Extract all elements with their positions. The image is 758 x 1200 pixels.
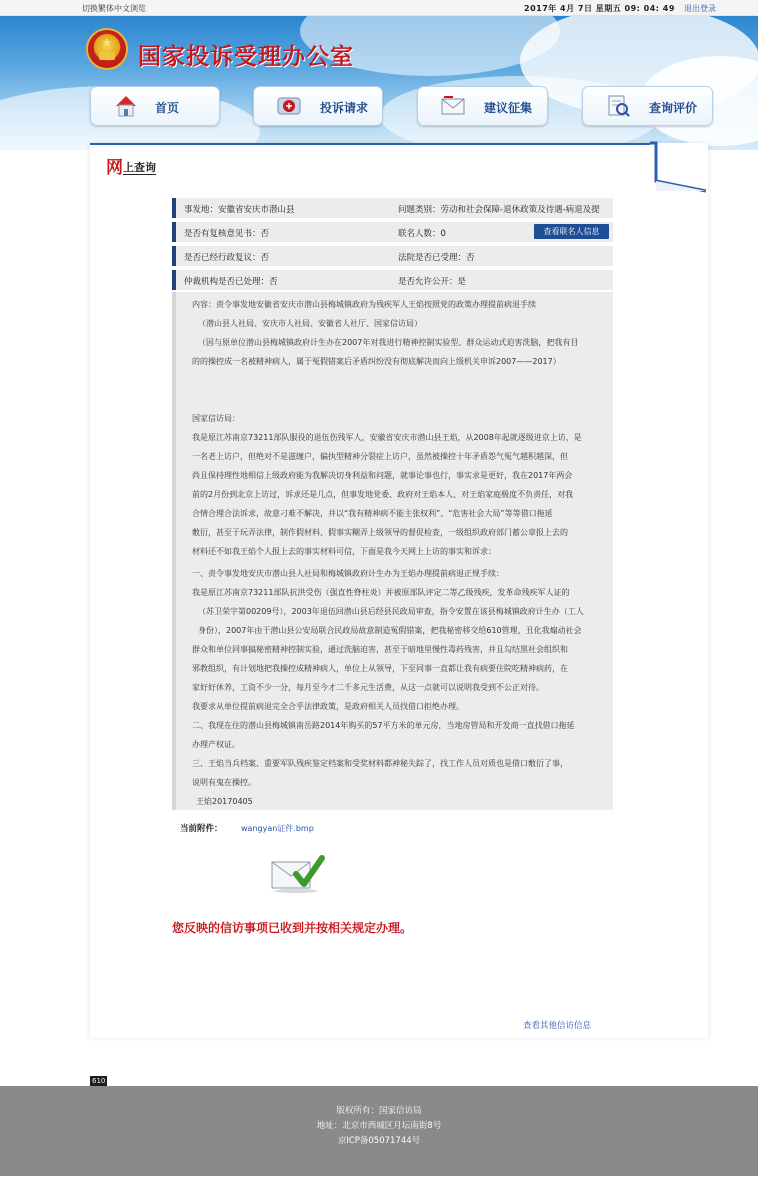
content-line: 的的操控成一名被精神病人，属于冤假错案后矛盾纠纷没有彻底解决而向上级机关申诉2007——2017） bbox=[192, 357, 561, 366]
category-field: 问题类别：劳动和社会保障-退休政策及待遇-病退及提 bbox=[398, 205, 600, 215]
place-field: 事发地：安徽省安庆市潜山县 bbox=[184, 205, 295, 215]
content-line: 我是原江苏南京73211部队服役的退伍伤残军人，安徽省安庆市潜山县王焰，从2008年起就逐级进京上访，是 bbox=[192, 433, 582, 442]
section-title-text: 上查询 bbox=[123, 161, 156, 174]
mail-icon bbox=[440, 93, 466, 119]
content-line: 家好好休养，工资不少一分，每月至今才二千多元生活费，从这一点就可以说明我受到不公正对待。 bbox=[192, 683, 544, 692]
nav-complaint[interactable] bbox=[253, 86, 383, 126]
nav-complaint-label: 投诉请求 bbox=[320, 101, 369, 115]
content-line: （潜山县人社局、安庆市人社局、安徽省人社厅、国家信访局） bbox=[198, 319, 422, 328]
nav-query[interactable] bbox=[582, 86, 713, 126]
card-header-bar bbox=[90, 143, 650, 189]
info-row-admin-review bbox=[172, 246, 613, 266]
nav-suggestion-label: 建议征集 bbox=[484, 101, 533, 115]
footer-copyright: 版权所有：国家信访局 bbox=[336, 1106, 422, 1116]
home-icon bbox=[113, 93, 139, 119]
complaint-icon bbox=[276, 93, 302, 119]
content-signature: 王焰20170405 bbox=[196, 797, 253, 806]
court-field: 法院是否已受理：否 bbox=[398, 253, 475, 263]
content-line: （因与原单位潜山县梅城镇政府计生办在2007年对我进行精神控制实验型、群众运动式迫害洗脑，把我有目 bbox=[198, 338, 579, 347]
content-line: 前的2月份到北京上访过，诉求还是几点，但事发地党委、政府对王焰本人、对王焰家庭极度不负责任，对我 bbox=[192, 490, 574, 499]
top-utility-bar bbox=[0, 0, 758, 16]
view-other-complaints-link[interactable]: 查看其他信访信息 bbox=[523, 1021, 592, 1031]
content-line: 一、责令事发地安庆市潜山县人社局和梅城镇政府计生办为王焰办理提前病退正规手续： bbox=[192, 569, 504, 578]
content-line: 国家信访局： bbox=[192, 414, 240, 423]
site-title: 国家投诉受理办公室 bbox=[138, 43, 354, 70]
public-field: 是否允许公开：是 bbox=[398, 277, 467, 287]
view-joint-signers-button[interactable]: 查看联名人信息 bbox=[534, 224, 609, 239]
content-line: 合情合理合法诉求，故意刁难不解决，并以“我有精神病不能主张权利”、“危害社会大局”等等借口拖延 bbox=[192, 509, 553, 518]
content-line: 我要求从单位提前病退完全合乎法律政策，是政府相关人员找借口拒绝办理。 bbox=[192, 702, 464, 711]
footer-address: 地址：北京市西城区月坛南街8号 bbox=[316, 1121, 442, 1131]
content-line: 三、王焰当兵档案、重要军队残疾鉴定档案和受奖材料都神秘失踪了，找工作人员对质也是借口敷衍了事， bbox=[192, 759, 568, 768]
national-emblem-icon: ★ bbox=[86, 28, 128, 70]
arbitration-field: 仲裁机构是否已处理：否 bbox=[184, 277, 278, 287]
section-title-mark: 网 bbox=[106, 158, 123, 178]
header-banner bbox=[0, 16, 758, 150]
content-line: 尚且保持理性地相信上级政府能为我解决切身利益和问题，就事论事也行，事实求是更好，我在2017年两会 bbox=[192, 471, 573, 480]
content-line: 材料还不如我王焰个人报上去的事实材料可信，下面是我今天网上上访的事实和诉求： bbox=[192, 547, 496, 556]
content-line: 一名老上访户，但绝对不是滋缠户，偏执型精神分裂症上访户，虽然被操控十年矛盾怨气冤气越积越深，但 bbox=[192, 452, 568, 461]
footer-icp: 京ICP备05071744号 bbox=[337, 1136, 421, 1146]
received-check-icon bbox=[270, 854, 326, 894]
nav-suggestion[interactable] bbox=[417, 86, 548, 126]
complaint-content bbox=[172, 292, 613, 810]
content-line: 办理产权证。 bbox=[192, 740, 240, 749]
logout-link[interactable]: 退出登录 bbox=[684, 4, 716, 13]
joint-count-field: 联名人数：0 bbox=[398, 229, 446, 239]
page-fold-decoration bbox=[650, 141, 708, 193]
content-line: 身份），2007年由于潜山县公安局联合民政局故意制造冤假错案，把我秘密移交给610管理，丑化我煽动社会 bbox=[198, 626, 582, 635]
content-line: 二、我现在住的潜山县梅城镇南岳路2014年购买的57平方米的单元房，当地房管局和开发商一直找借口拖延 bbox=[192, 721, 575, 730]
content-line: 敷衍，甚至于玩弄法律，制作假材料、假事实糊弄上级领导的督促检查，一级组织政府部门蓄公章报上去的 bbox=[192, 528, 568, 537]
content-line: 群众和单位同事搞秘密精神控制实验，通过洗脑迫害，甚至于暗地里慢性毒药残害，并且勾结黑社会组织和 bbox=[192, 645, 568, 654]
info-row-arbitration bbox=[172, 270, 613, 290]
content-line: 说明有鬼在操控。 bbox=[192, 778, 256, 787]
section-title bbox=[106, 153, 156, 178]
attachment-label: 当前附件： bbox=[180, 824, 223, 834]
nav-query-label: 查询评价 bbox=[649, 101, 698, 115]
search-doc-icon bbox=[605, 93, 631, 119]
content-line: 内容：责令事发地安徽省安庆市潜山县梅城镇政府为残疾军人王焰按照党的政策办理提前病退手续 bbox=[192, 300, 536, 309]
footer bbox=[0, 1086, 758, 1176]
attachment-file-link[interactable]: wangyan证件.bmp bbox=[241, 824, 314, 833]
received-notice: 您反映的信访事项已收到并按相关规定办理。 bbox=[172, 921, 413, 935]
language-switch-link[interactable]: 切换繁体中文浏览 bbox=[82, 4, 146, 13]
visit-counter: 610 bbox=[92, 1077, 106, 1085]
content-line: 邪教组织，有计划地把我操控成精神病人，单位上从领导，下至同事一直都让我有病要住院吃精神病药，在 bbox=[192, 664, 568, 673]
content-line: （苏卫荣字第00209号），2003年退伍回潜山县后经县民政局审查，指令安置在该县梅城镇政府计生办（工人 bbox=[198, 607, 584, 616]
content-line: 我是原江苏南京73211部队抗洪受伤（强直性脊柱炎）并被原部队评定二等乙级残疾，发革命残疾军人证的 bbox=[192, 588, 570, 597]
current-datetime: 2017年 4月 7日 星期五 09: 04: 49 bbox=[524, 4, 675, 13]
review-field: 是否有复核意见书：否 bbox=[184, 229, 270, 239]
info-row-place bbox=[172, 198, 613, 218]
nav-home[interactable] bbox=[90, 86, 220, 126]
admin-review-field: 是否已经行政复议：否 bbox=[184, 253, 270, 263]
nav-home-label: 首页 bbox=[155, 101, 180, 115]
